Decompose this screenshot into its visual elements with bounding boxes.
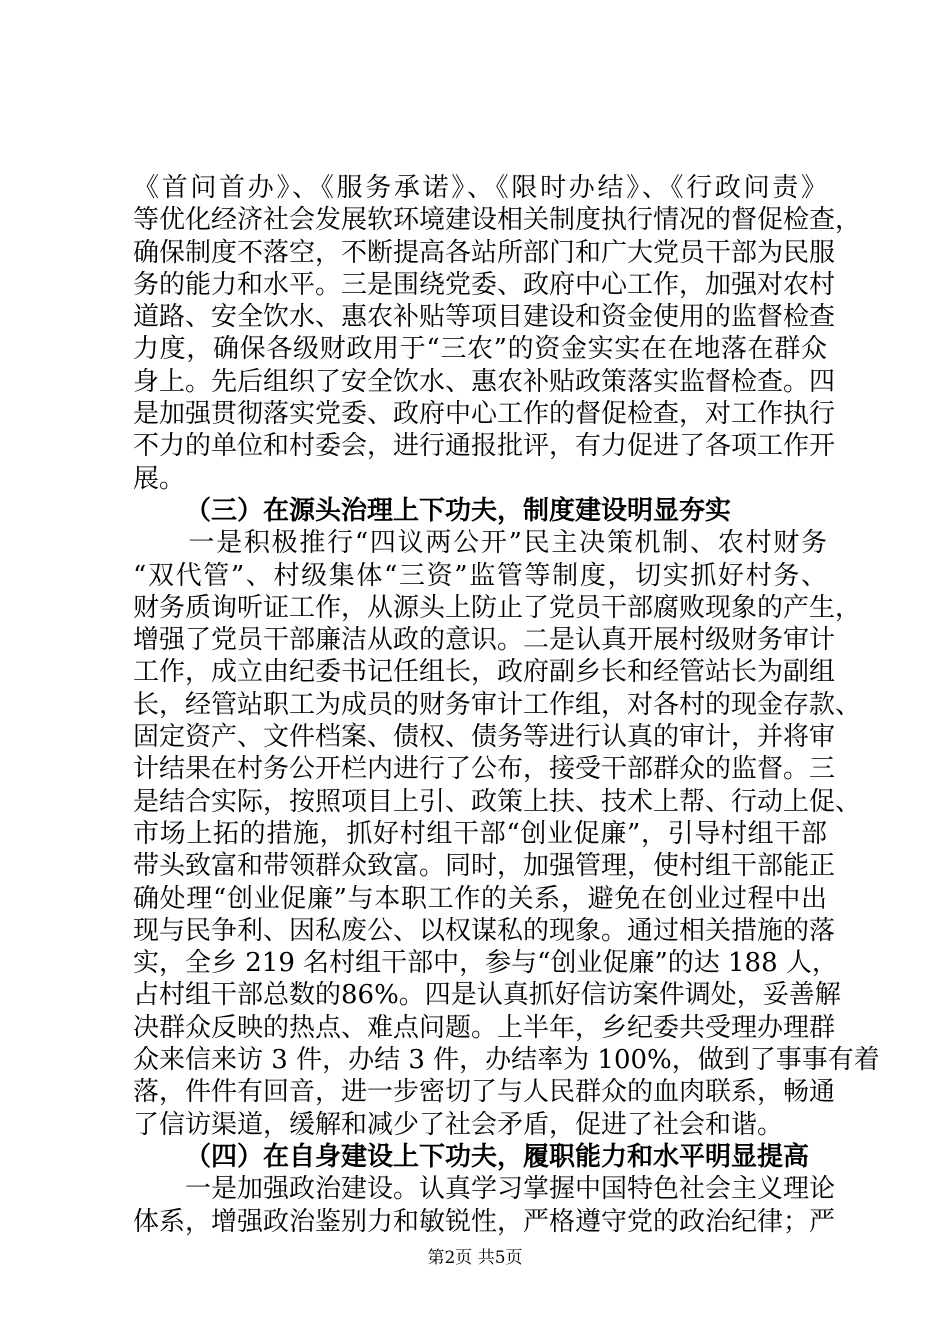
- text-line: 带头致富和带领群众致富。同时，加强管理，使村组干部能正: [133, 851, 836, 882]
- text-line: 工作，成立由纪委书记任组长，政府副乡长和经管站长为副组: [133, 657, 836, 688]
- text-line: 展。: [133, 463, 186, 494]
- paragraph-section-3: [133, 527, 880, 1141]
- document-body: [133, 172, 880, 1238]
- text-line: “双代管”、村级集体“三资”监管等制度，切实抓好村务、: [133, 560, 827, 591]
- text-line: 道路、安全饮水、惠农补贴等项目建设和资金使用的监督检查: [133, 302, 836, 333]
- text-line: 固定资产、文件档案、债权、债务等进行认真的审计，并将审: [133, 722, 836, 753]
- text-line: 确保制度不落空，不断提高各站所部门和广大党员干部为民服: [133, 237, 836, 268]
- text-line: 增强了党员干部廉洁从政的意识。二是认真开展村级财务审计: [133, 625, 836, 656]
- text-line: 市场上拓的措施，抓好村组干部“创业促廉”，引导村组干部: [133, 818, 827, 849]
- text-line: 身上。先后组织了安全饮水、惠农补贴政策落实监督检查。四: [133, 366, 836, 397]
- text-line: 了信访渠道，缓解和减少了社会矛盾，促进了社会和谐。: [133, 1109, 784, 1140]
- text-line: 长，经管站职工为成员的财务审计工作组，对各村的现金存款、: [133, 689, 862, 720]
- section-heading-3: （三）在源头治理上下功夫，制度建设明显夯实: [185, 495, 732, 526]
- text-line: 《首问首办》、《服务承诺》、《限时办结》、《行政问责》: [133, 173, 827, 203]
- text-line: 计结果在村务公开栏内进行了公布，接受干部群众的监督。三: [133, 754, 836, 785]
- text-line: 财务质询听证工作，从源头上防止了党员干部腐败现象的产生，: [133, 592, 862, 623]
- text-line: 众来信来访 3 件，办结 3 件，办结率为 100%，做到了事事有着: [133, 1045, 880, 1076]
- text-line: 决群众反映的热点、难点问题。上半年，乡纪委共受理办理群: [133, 1012, 836, 1043]
- section-heading-4: （四）在自身建设上下功夫，履职能力和水平明显提高: [185, 1141, 810, 1172]
- text-line: 力度，确保各级财政用于“三农”的资金实实在在地落在群众: [133, 334, 827, 365]
- text-line: 实，全乡 219 名村组干部中，参与“创业促廉”的达 188 人，: [133, 948, 838, 979]
- text-line: 不力的单位和村委会，进行通报批评，有力促进了各项工作开: [133, 431, 836, 462]
- page-number-footer: 第2页 共5页: [427, 1248, 523, 1268]
- text-line: 体系，增强政治鉴别力和敏锐性，严格遵守党的政治纪律；严: [133, 1206, 836, 1237]
- text-line: 是结合实际，按照项目上引、政策上扶、技术上帮、行动上促、: [133, 786, 862, 817]
- paragraph-continuation: [133, 172, 862, 495]
- text-line: 现与民争利、因私废公、以权谋私的现象。通过相关措施的落: [133, 915, 836, 946]
- text-line: 落，件件有回音，进一步密切了与人民群众的血肉联系，畅通: [133, 1077, 836, 1108]
- text-line: 一是加强政治建设。认真学习掌握中国特色社会主义理论: [133, 1174, 836, 1205]
- text-line: 一是积极推行“四议两公开”民主决策机制、农村财务: [133, 528, 827, 559]
- text-line: 占村组干部总数的86%。四是认真抓好信访案件调处，妥善解: [133, 980, 841, 1011]
- text-line: 是加强贯彻落实党委、政府中心工作的督促检查，对工作执行: [133, 399, 836, 430]
- text-line: 务的能力和水平。三是围绕党委、政府中心工作，加强对农村: [133, 269, 836, 300]
- paragraph-section-4: [133, 1173, 836, 1238]
- text-line: 确处理“创业促廉”与本职工作的关系，避免在创业过程中出: [133, 883, 827, 914]
- text-line: 等优化经济社会发展软环境建设相关制度执行情况的督促检查，: [133, 205, 862, 236]
